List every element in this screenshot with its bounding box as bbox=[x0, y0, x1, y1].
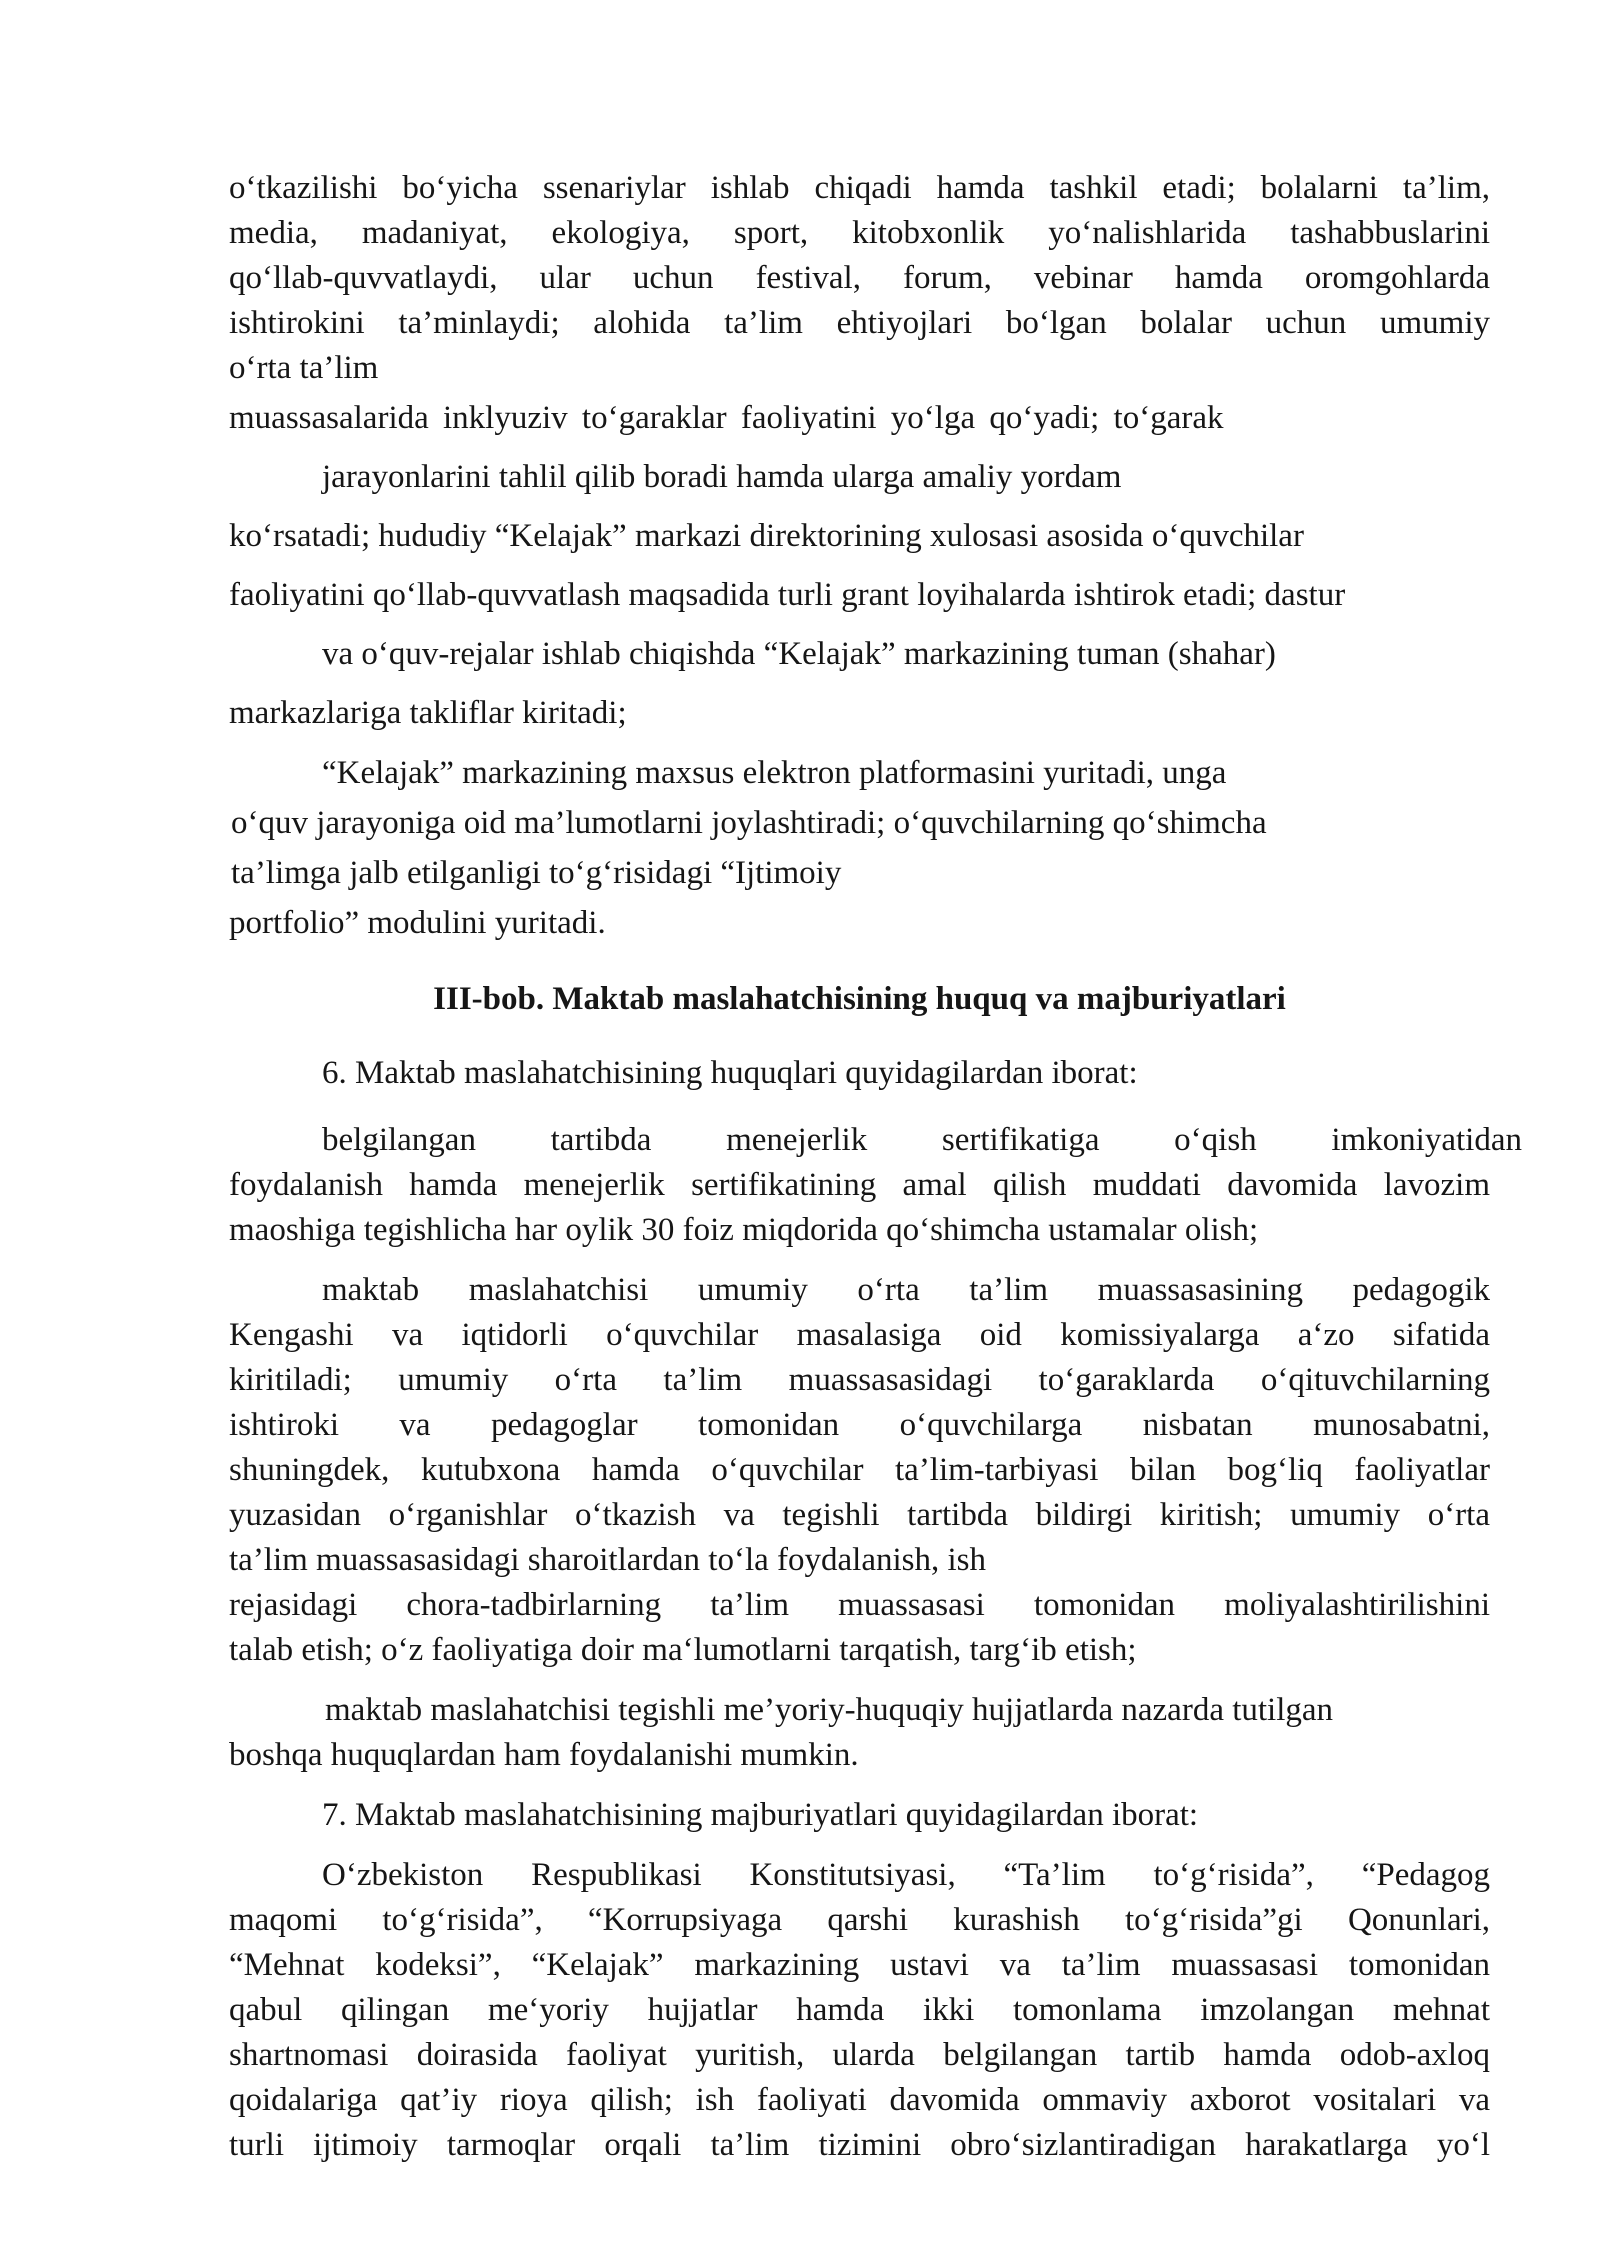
text-line: ishtirokini ta’minlaydi; alohida ta’lim ehtiyojlari bo‘lgan bolalar uchun umumiy bbox=[229, 305, 1490, 341]
text-line: shartnomasi doirasida faoliyat yuritish, ularda belgilangan tartib hamda odob-axloq bbox=[229, 2037, 1490, 2073]
text-line: rejasidagi chora-tadbirlarning ta’lim muassasasi tomonidan moliyalashtirilishini bbox=[229, 1587, 1490, 1623]
text-line: qo‘llab-quvvatlaydi, ular uchun festival, forum, vebinar hamda oromgohlarda bbox=[229, 260, 1490, 296]
text-line: turli ijtimoiy tarmoqlar orqali ta’lim tizimini obro‘sizlantiradigan harakatlarga yo‘l bbox=[229, 2127, 1490, 2163]
text-line: “Kelajak” markazining maxsus elektron platformasini yuritadi, unga bbox=[322, 755, 1227, 791]
text-line: ta’limga jalb etilganligi to‘g‘risidagi “Ijtimoiy bbox=[231, 855, 842, 891]
text-line: maoshiga tegishlicha har oylik 30 foiz miqdorida qo‘shimcha ustamalar olish; bbox=[229, 1212, 1259, 1248]
text-line: O‘zbekiston Respublikasi Konstitutsiyasi, “Ta’lim to‘g‘risida”, “Pedagog bbox=[322, 1857, 1490, 1893]
text-line: ishtiroki va pedagoglar tomonidan o‘quvchilarga nisbatan munosabatni, bbox=[229, 1407, 1490, 1443]
text-line: qabul qilingan me‘yoriy hujjatlar hamda ikki tomonlama imzolangan mehnat bbox=[229, 1992, 1490, 2028]
text-line: maqomi to‘g‘risida”, “Korrupsiyaga qarshi kurashish to‘g‘risida”gi Qonunlari, bbox=[229, 1902, 1490, 1938]
text-line: va o‘quv-rejalar ishlab chiqishda “Kelajak” markazining tuman (shahar) bbox=[322, 636, 1276, 672]
text-line: “Mehnat kodeksi”, “Kelajak” markazining ustavi va ta’lim muassasasi tomonidan bbox=[229, 1947, 1490, 1983]
text-line: o‘rta ta’lim bbox=[229, 350, 379, 386]
text-line: yuzasidan o‘rganishlar o‘tkazish va tegishli tartibda bildirgi kiritish; umumiy o‘rta bbox=[229, 1497, 1490, 1533]
text-line: talab etish; o‘z faoliyatiga doir ma‘lumotlarni tarqatish, targ‘ib etish; bbox=[229, 1632, 1137, 1668]
text-line: maktab maslahatchisi tegishli me’yoriy-huquqiy hujjatlarda nazarda tutilgan bbox=[325, 1692, 1334, 1728]
text-line: foydalanish hamda menejerlik sertifikatining amal qilish muddati davomida lavozim bbox=[229, 1167, 1490, 1203]
text-line: ta’lim muassasasidagi sharoitlardan to‘la foydalanish, ish bbox=[229, 1542, 986, 1578]
text-line: jarayonlarini tahlil qilib boradi hamda ularga amaliy yordam bbox=[322, 459, 1122, 495]
text-line: ko‘rsatadi; hududiy “Kelajak” markazi direktorining xulosasi asosida o‘quvchilar bbox=[229, 518, 1304, 554]
chapter-heading: III-bob. Maktab maslahatchisining huquq va majburiyatlari bbox=[433, 981, 1286, 1017]
text-line: Kengashi va iqtidorli o‘quvchilar masalasiga oid komissiyalarga a‘zo sifatida bbox=[229, 1317, 1490, 1353]
text-line: shuningdek, kutubxona hamda o‘quvchilar ta’lim-tarbiyasi bilan bog‘liq faoliyatlar bbox=[229, 1452, 1490, 1488]
text-line: faoliyatini qo‘llab-quvvatlash maqsadida turli grant loyihalarda ishtirok etadi; dastur bbox=[229, 577, 1346, 613]
text-line: muassasalarida inklyuziv to‘garaklar faoliyatini yo‘lga qo‘yadi; to‘garak bbox=[229, 400, 1224, 436]
text-line: qoidalariga qat’iy rioya qilish; ish faoliyati davomida ommaviy axborot vositalari va bbox=[229, 2082, 1490, 2118]
text-line: belgilangan tartibda menejerlik sertifikatiga o‘qish imkoniyatidan bbox=[322, 1122, 1522, 1158]
text-line: 7. Maktab maslahatchisining majburiyatlari quyidagilardan iborat: bbox=[322, 1797, 1199, 1833]
text-line: portfolio” modulini yuritadi. bbox=[229, 905, 606, 941]
text-line: 6. Maktab maslahatchisining huquqlari quyidagilardan iborat: bbox=[322, 1055, 1138, 1091]
text-line: o‘quv jarayoniga oid ma’lumotlarni joylashtiradi; o‘quvchilarning qo‘shimcha bbox=[231, 805, 1267, 841]
text-line: boshqa huquqlardan ham foydalanishi mumkin. bbox=[229, 1737, 859, 1773]
text-line: markazlariga takliflar kiritadi; bbox=[229, 695, 627, 731]
text-line: kiritiladi; umumiy o‘rta ta’lim muassasasidagi to‘garaklarda o‘qituvchilarning bbox=[229, 1362, 1490, 1398]
text-line: media, madaniyat, ekologiya, sport, kitobxonlik yo‘nalishlarida tashabbuslarini bbox=[229, 215, 1490, 251]
text-line: maktab maslahatchisi umumiy o‘rta ta’lim muassasasining pedagogik bbox=[322, 1272, 1490, 1308]
text-line: o‘tkazilishi bo‘yicha ssenariylar ishlab chiqadi hamda tashkil etadi; bolalarni ta’lim, bbox=[229, 170, 1490, 206]
